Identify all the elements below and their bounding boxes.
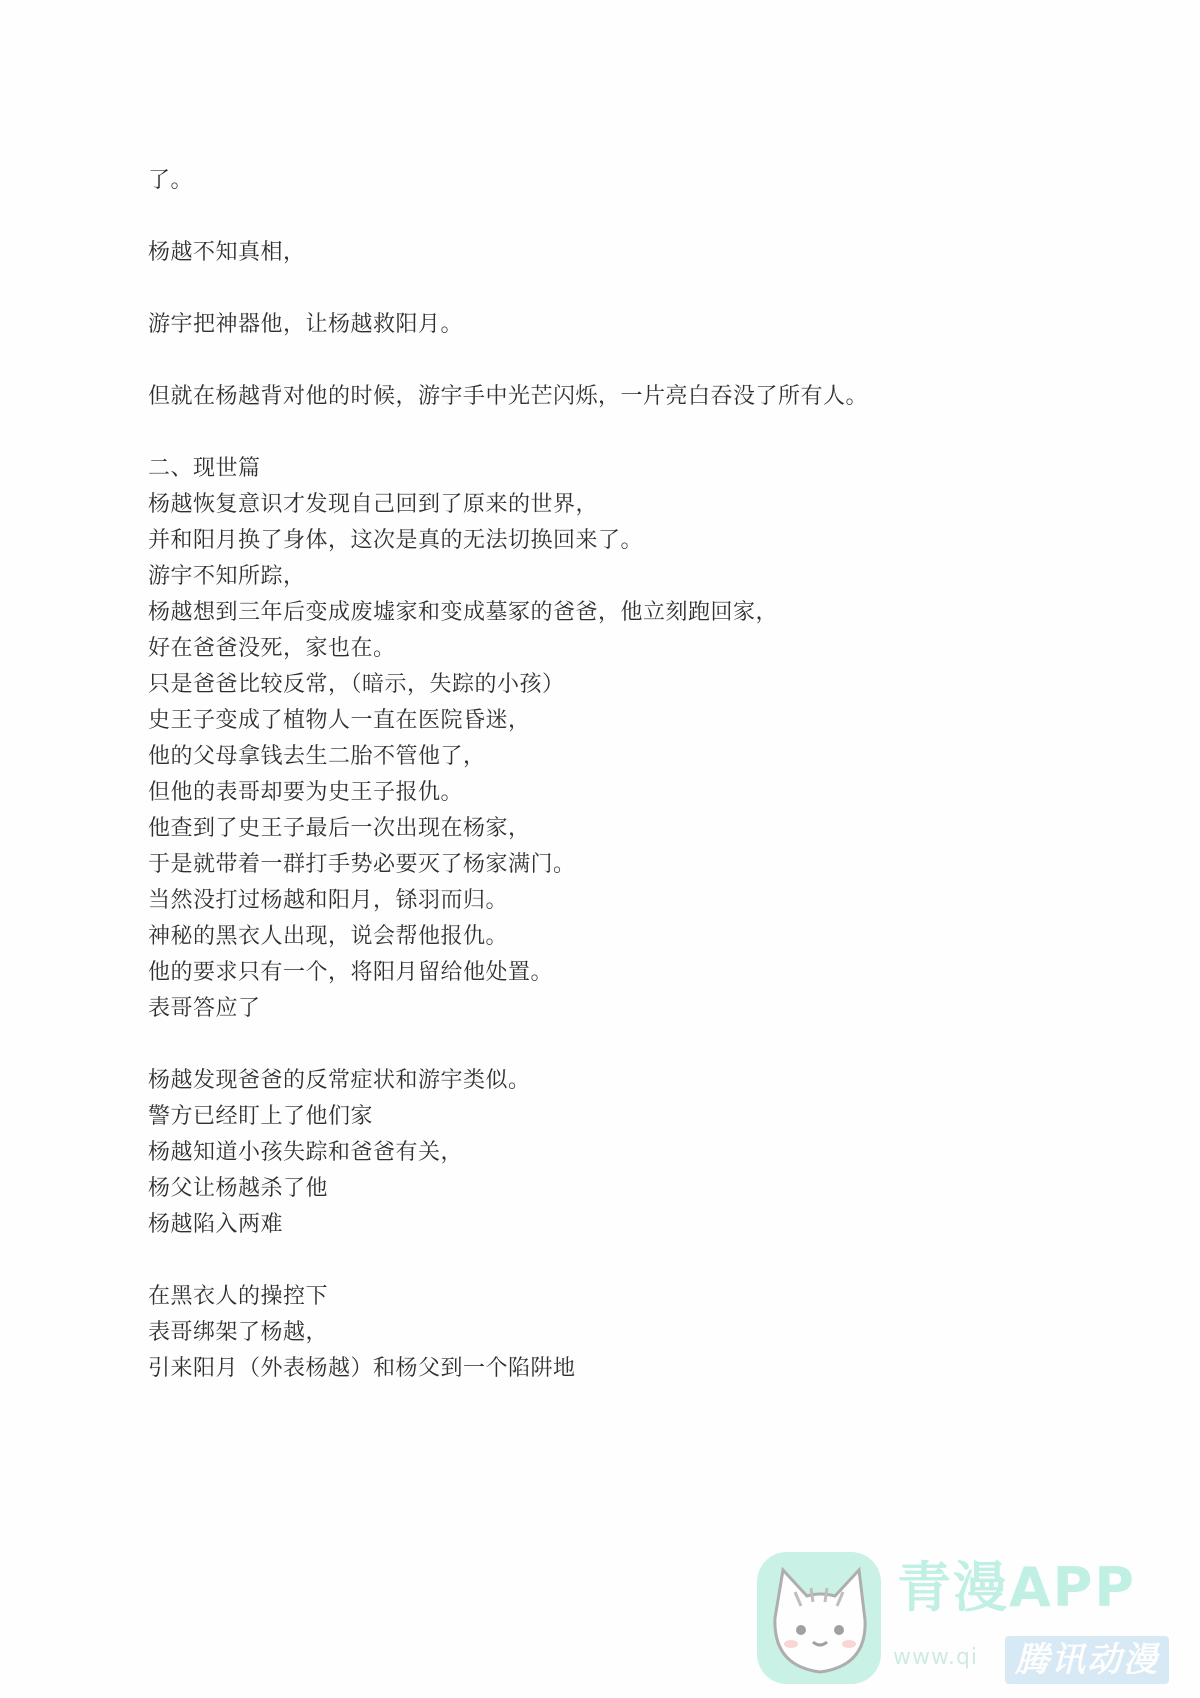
story-line: 好在爸爸没死，家也在。: [148, 636, 396, 661]
watermark-brand: 腾讯动漫: [1005, 1636, 1169, 1684]
story-line: 了。: [148, 168, 194, 193]
story-line: 于是就带着一群打手势必要灭了杨家满门。: [148, 852, 576, 877]
story-line: 但就在杨越背对他的时候，游宇手中光芒闪烁，一片亮白吞没了所有人。: [148, 384, 869, 409]
story-line: 杨越发现爸爸的反常症状和游宇类似。: [148, 1068, 531, 1093]
story-line: 他的要求只有一个，将阳月留给他处置。: [148, 960, 554, 985]
story-line: 杨越知道小孩失踪和爸爸有关，: [148, 1140, 464, 1165]
section-heading: 二、现世篇: [148, 456, 261, 481]
story-line: 但他的表哥却要为史王子报仇。: [148, 780, 464, 805]
story-line: 神秘的黑衣人出现，说会帮他报仇。: [148, 924, 509, 949]
story-line: 他的父母拿钱去生二胎不管他了，: [148, 744, 486, 769]
cat-face-icon: [755, 1548, 885, 1690]
story-line: 史王子变成了植物人一直在医院昏迷，: [148, 708, 531, 733]
story-line: 引来阳月（外表杨越）和杨父到一个陷阱地: [148, 1356, 576, 1381]
story-line: 游宇把神器他，让杨越救阳月。: [148, 312, 464, 337]
story-line: 他查到了史王子最后一次出现在杨家，: [148, 816, 531, 841]
story-line: 杨父让杨越杀了他: [148, 1176, 329, 1201]
story-line: 并和阳月换了身体，这次是真的无法切换回来了。: [148, 528, 644, 553]
story-line: 当然没打过杨越和阳月，铩羽而归。: [148, 888, 509, 913]
story-line: 表哥绑架了杨越，: [148, 1320, 329, 1345]
story-line: 杨越不知真相，: [148, 240, 306, 265]
story-line: 杨越想到三年后变成废墟家和变成墓冢的爸爸，他立刻跑回家，: [148, 600, 779, 625]
watermark-url: www.qi: [893, 1645, 979, 1670]
app-watermark: [755, 1548, 1185, 1698]
story-line: 只是爸爸比较反常，（暗示，失踪的小孩）: [148, 672, 565, 697]
story-line: 杨越陷入两难: [148, 1212, 284, 1237]
story-line: 在黑衣人的操控下: [148, 1284, 329, 1309]
watermark-title: 青漫APP: [897, 1556, 1136, 1619]
story-line: 表哥答应了: [148, 996, 261, 1021]
story-line: 游宇不知所踪，: [148, 564, 306, 589]
story-line: 警方已经盯上了他们家: [148, 1104, 374, 1129]
story-line: 杨越恢复意识才发现自己回到了原来的世界，: [148, 492, 599, 517]
